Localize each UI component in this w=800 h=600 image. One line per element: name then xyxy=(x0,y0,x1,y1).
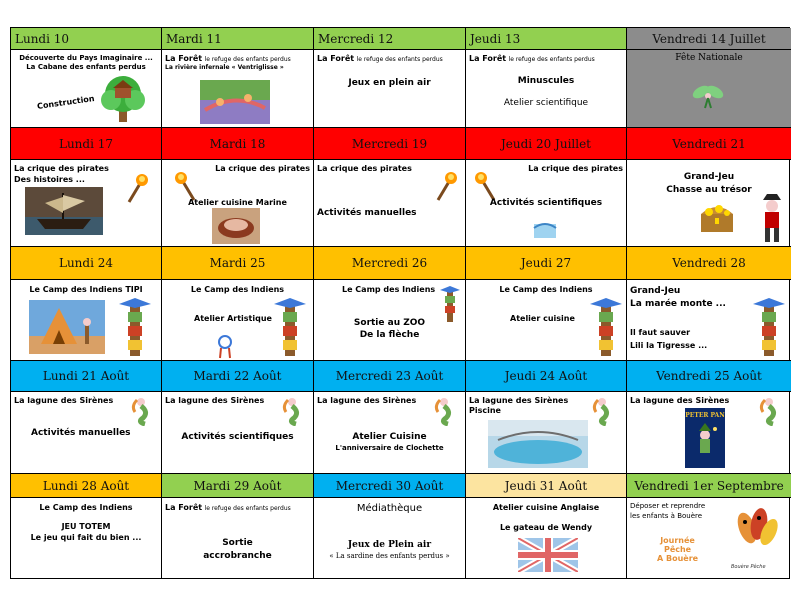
day-cell xyxy=(314,392,466,474)
day-header: Lundi 10 xyxy=(11,28,162,50)
place-title: Médiathèque xyxy=(356,503,423,514)
day-cell xyxy=(162,280,314,361)
day-header: Mercredi 19 xyxy=(314,128,466,160)
place-title: La lagune des Sirènes xyxy=(14,396,114,405)
mermaid-icon xyxy=(432,396,460,426)
mermaid-icon xyxy=(590,396,618,426)
activity-label: Jeux de Plein air xyxy=(347,540,432,550)
place-name: La Forêt xyxy=(165,503,203,512)
activity-label: Atelier cuisine Anglaise xyxy=(492,503,600,512)
day-cell xyxy=(466,392,627,474)
totem-icon xyxy=(590,294,622,358)
fishing-logo-icon xyxy=(729,506,783,570)
place-title: La crique des pirates xyxy=(215,164,310,173)
day-header: Lundi 28 Août xyxy=(11,474,162,498)
day-header: Vendredi 14 Juillet xyxy=(627,28,791,50)
game-title: Grand-Jeu xyxy=(630,286,681,296)
day-cell xyxy=(466,50,627,128)
day-header: Vendredi 21 xyxy=(627,128,791,160)
mermaid-icon xyxy=(129,396,157,426)
tipi-photo xyxy=(29,300,105,354)
day-cell xyxy=(314,498,466,578)
day-cell xyxy=(466,498,627,578)
activity-label: Activités manuelles xyxy=(317,208,417,218)
place-title: La crique des pirates xyxy=(14,164,109,173)
activity-sublabel: Le gateau de Wendy xyxy=(499,523,593,532)
dreamcatcher-icon xyxy=(216,334,234,360)
day-header: Jeudi 24 Août xyxy=(466,361,627,392)
day-header: Vendredi 25 Août xyxy=(627,361,791,392)
logo-line: Journée xyxy=(660,536,695,545)
activity-label: Activités manuelles xyxy=(31,428,131,438)
day-cell xyxy=(11,50,162,128)
place-title: Le Camp des Indiens xyxy=(39,503,133,512)
outing-subtitle: accrobranche xyxy=(203,551,272,561)
day-header: Jeudi 31 Août xyxy=(466,474,627,498)
place-title xyxy=(469,54,595,64)
place-subtitle: le refuge des enfants perdus xyxy=(356,56,443,63)
place-title: La lagune des Sirènes xyxy=(317,396,417,405)
activity-sublabel: L'anniversaire de Clochette xyxy=(335,444,444,452)
peter-pan-icon xyxy=(685,419,725,467)
day-header: Lundi 24 xyxy=(11,247,162,280)
place-title xyxy=(165,54,291,64)
totem-icon xyxy=(274,294,306,358)
activity-label: Activités scientifiques xyxy=(181,432,294,442)
place-name: La Forêt xyxy=(165,54,203,63)
torch-icon xyxy=(432,170,458,202)
day-header: Mardi 18 xyxy=(162,128,314,160)
day-header: Mardi 11 xyxy=(162,28,314,50)
place-title: La crique des pirates xyxy=(528,164,623,173)
place-name: La Forêt xyxy=(317,54,355,63)
game-description: Lili la Tigresse ... xyxy=(630,341,708,350)
day-header: Lundi 17 xyxy=(11,128,162,160)
activity-label: Minuscules xyxy=(517,76,575,86)
place-title: La lagune des Sirènes xyxy=(165,396,265,405)
outing-title: Sortie au ZOO xyxy=(353,318,426,328)
game-description: Il faut sauver xyxy=(630,328,691,337)
day-header: Mercredi 23 Août xyxy=(314,361,466,392)
place-subtitle: le refuge des enfants perdus xyxy=(204,505,291,512)
pirate-character-icon xyxy=(757,194,787,244)
day-header: Mardi 29 Août xyxy=(162,474,314,498)
science-icon xyxy=(530,216,560,240)
activity-sublabel: « La sardine des enfants perdus » xyxy=(329,552,450,560)
day-cell xyxy=(11,498,162,578)
day-cell xyxy=(627,160,791,247)
day-cell xyxy=(162,160,314,247)
place-title: Le Camp des Indiens xyxy=(342,285,436,294)
logo-caption: Bouère Pêche xyxy=(731,564,766,570)
info-text: les enfants à Bouère xyxy=(630,512,703,520)
day-header: Vendredi 28 xyxy=(627,247,791,280)
activity-label: Jeux en plein air xyxy=(348,78,431,88)
day-cell xyxy=(466,160,627,247)
day-header: Mardi 22 Août xyxy=(162,361,314,392)
fairy-icon xyxy=(691,80,725,110)
activity-label: Piscine xyxy=(469,406,501,415)
game-subtitle: Chasse au trésor xyxy=(666,185,752,195)
day-cell xyxy=(11,280,162,361)
day-cell xyxy=(162,392,314,474)
place-title: Découverte du Pays Imaginaire ... xyxy=(19,54,153,62)
day-cell xyxy=(314,280,466,361)
day-cell xyxy=(627,498,791,578)
day-cell xyxy=(162,50,314,128)
day-header: Jeudi 27 xyxy=(466,247,627,280)
activity-label: Atelier Cuisine xyxy=(352,432,427,442)
place-title: La crique des pirates xyxy=(317,164,412,173)
activity-label: Atelier cuisine xyxy=(510,314,575,323)
waterslide-photo xyxy=(200,80,270,124)
place-subtitle: La Cabane des enfants perdus xyxy=(26,63,146,71)
place-title xyxy=(317,54,443,64)
mermaid-icon xyxy=(280,396,308,426)
activity-label: JEU TOTEM xyxy=(61,522,111,531)
activity-label: La rivière infernale « Ventriglisse » xyxy=(165,64,284,71)
activity-calendar xyxy=(10,27,790,579)
outing-title: Sortie xyxy=(222,538,253,548)
place-title: Le Camp des Indiens xyxy=(190,285,285,294)
place-name: La Forêt xyxy=(469,54,507,63)
day-cell xyxy=(627,50,791,128)
day-cell xyxy=(11,392,162,474)
day-header: Jeudi 13 xyxy=(466,28,627,50)
place-title xyxy=(165,503,291,513)
day-cell xyxy=(162,498,314,578)
logo-line: Pêche xyxy=(663,545,692,555)
place-subtitle: le refuge des enfants perdus xyxy=(204,56,291,63)
day-header: Mercredi 26 xyxy=(314,247,466,280)
torch-icon xyxy=(123,172,149,204)
day-header: Mardi 25 xyxy=(162,247,314,280)
day-header: Mercredi 30 Août xyxy=(314,474,466,498)
peter-pan-poster xyxy=(685,408,725,468)
day-header: Mercredi 12 xyxy=(314,28,466,50)
activity-label: Activités scientifiques xyxy=(489,198,603,208)
pirate-ship-photo xyxy=(25,187,103,235)
day-header: Lundi 21 Août xyxy=(11,361,162,392)
totem-icon xyxy=(119,294,151,358)
activity-label: Construction xyxy=(36,94,96,111)
place-subtitle: le refuge des enfants perdus xyxy=(508,56,595,63)
place-title: La lagune des Sirènes xyxy=(630,396,730,405)
pool-photo xyxy=(488,420,588,468)
day-header: Jeudi 20 Juillet xyxy=(466,128,627,160)
holiday-label: Fête Nationale xyxy=(675,53,743,63)
activity-label: Des histoires ... xyxy=(14,175,85,184)
place-title: Le Camp des Indiens TIPI xyxy=(29,285,143,294)
logo-line: A Bouère xyxy=(657,554,699,564)
game-title: Grand-Jeu xyxy=(683,172,735,182)
day-header: Vendredi 1er Septembre xyxy=(627,474,791,498)
game-subtitle: La marée monte ... xyxy=(630,299,726,309)
day-cell xyxy=(11,160,162,247)
activity-sublabel: Atelier scientifique xyxy=(503,98,589,108)
day-cell xyxy=(314,50,466,128)
union-jack-flag xyxy=(518,538,578,572)
place-title: La lagune des Sirènes xyxy=(469,396,569,405)
mermaid-icon xyxy=(757,396,785,426)
day-cell xyxy=(627,280,791,361)
day-cell xyxy=(314,160,466,247)
totem-icon xyxy=(753,294,785,358)
outing-subtitle: De la flèche xyxy=(359,330,420,340)
info-text: Déposer et reprendre xyxy=(630,502,706,510)
fishing-day-logo xyxy=(657,536,698,564)
activity-label: Atelier Artistique xyxy=(194,314,272,323)
treasure-chest-icon xyxy=(697,198,737,234)
activity-label: Atelier cuisine Marine xyxy=(188,198,287,207)
day-cell xyxy=(466,280,627,361)
poster-title: PETER PAN xyxy=(685,412,725,419)
treehouse-icon xyxy=(99,72,147,124)
day-cell xyxy=(627,392,791,474)
seafood-photo xyxy=(212,208,260,244)
place-title: Le Camp des Indiens xyxy=(499,285,593,294)
activity-sublabel: Le jeu qui fait du bien ... xyxy=(30,533,142,542)
